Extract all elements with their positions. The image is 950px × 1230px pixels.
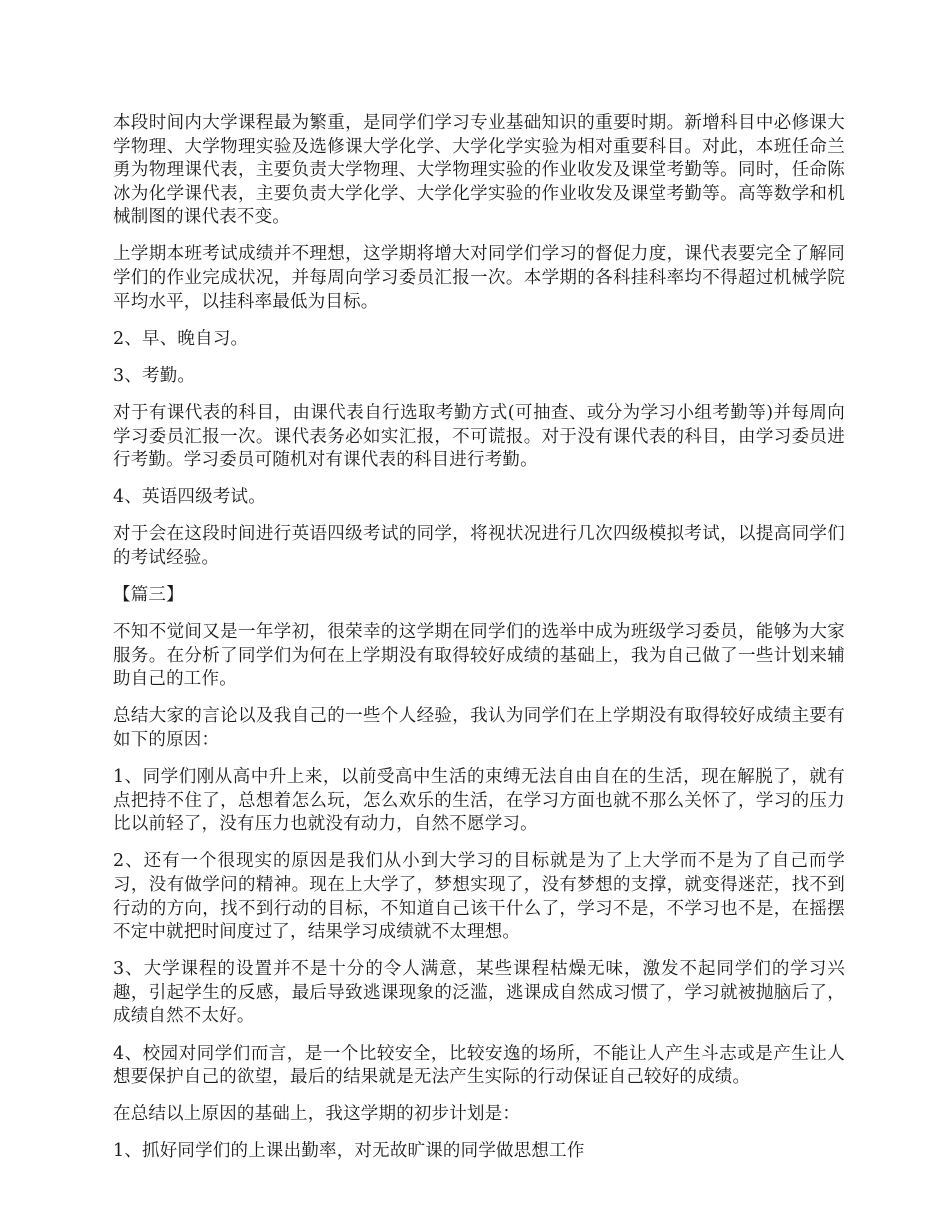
paragraph-reason-2: 2、还有一个很现实的原因是我们从小到大学习的目标就是为了上大学而不是为了自己而学习，没有做学问的精神。现在上大学了，梦想实现了，没有梦想的支撑，就变得迷茫，找不到行动的方向，找不到行动的目标，不知道自己该干什么了，学习不是，不学习也不是，在摇摆不定中就把时间度过了，结果学习成绩就不太理想。 xyxy=(113,851,845,943)
paragraph-plan-1: 1、抓好同学们的上课出勤率，对无故旷课的同学做思想工作 xyxy=(113,1141,585,1162)
paragraph-cet4: 对于会在这段时间进行英语四级考试的同学，将视状况进行几次四级模拟考试，以提高同学们的考试经验。 xyxy=(113,524,845,568)
paragraph-plan-intro: 在总结以上原因的基础上，我这学期的初步计划是： xyxy=(113,1104,521,1125)
heading-cet4: 4、英语四级考试。 xyxy=(113,487,266,508)
paragraph-course-load: 本段时间内大学课程最为繁重，是同学们学习专业基础知识的重要时期。新增科目中必修课大学物理、大学物理实验及选修课大学化学、大学化学实验为相对重要科目。对此，本班任命兰勇为物理课代表，主要负责大学物理、大学物理实验的作业收发及课堂考勤等。同时，任命陈冰为化学课代表，主要负责大学化学、大学化学实验的作业收发及课堂考勤等。高等数学和机械制图的课代表不变。 xyxy=(113,113,845,228)
paragraph-intro: 不知不觉间又是一年学初，很荣幸的这学期在同学们的选举中成为班级学习委员，能够为大家服务。在分析了同学们为何在上学期没有取得较好成绩的基础上，我为自己做了一些计划来辅助自己的工作。 xyxy=(113,622,845,690)
paragraph-reason-4: 4、校园对同学们而言，是一个比较安全，比较安逸的场所，不能让人产生斗志或是产生让人想要保护自己的欲望，最后的结果就是无法产生实际的行动保证自己较好的成绩。 xyxy=(113,1043,845,1088)
paragraph-attendance: 对于有课代表的科目，由课代表自行选取考勤方式(可抽查、或分为学习小组考勤等)并每周向学习委员汇报一次。课代表务必如实汇报，不可谎报。对于没有课代表的科目，由学习委员进行考勤。学习委员可随机对有课代表的科目进行考勤。 xyxy=(113,402,845,471)
paragraph-reason-1: 1、同学们刚从高中升上来，以前受高中生活的束缚无法自由自在的生活，现在解脱了，就有点把持不住了，总想着怎么玩，怎么欢乐的生活，在学习方面也就不那么关怀了，学习的压力比以前轻了，没有压力也就没有动力，自然不愿学习。 xyxy=(113,767,845,835)
paragraph-exam-results: 上学期本班考试成绩并不理想，这学期将增大对同学们学习的督促力度，课代表要完全了解同学们的作业完成状况，并每周向学习委员汇报一次。本学期的各科挂科率均不得超过机械学院平均水平，以挂科率最低为目标。 xyxy=(113,244,845,312)
document-body xyxy=(113,112,845,1177)
section-title-part-three: 【篇三】 xyxy=(113,585,184,605)
heading-self-study: 2、早、晚自习。 xyxy=(113,328,249,349)
paragraph-reason-3: 3、大学课程的设置并不是十分的令人满意，某些课程枯燥无味，激发不起同学们的学习兴趣，引起学生的反感，最后导致逃课现象的泛滥，逃课成自然成习惯了，学习就被抛脑后了，成绩自然不太好。 xyxy=(113,959,845,1027)
paragraph-summary: 总结大家的言论以及我自己的一些个人经验，我认为同学们在上学期没有取得较好成绩主要有如下的原因： xyxy=(113,706,845,750)
heading-attendance: 3、考勤。 xyxy=(113,365,196,386)
